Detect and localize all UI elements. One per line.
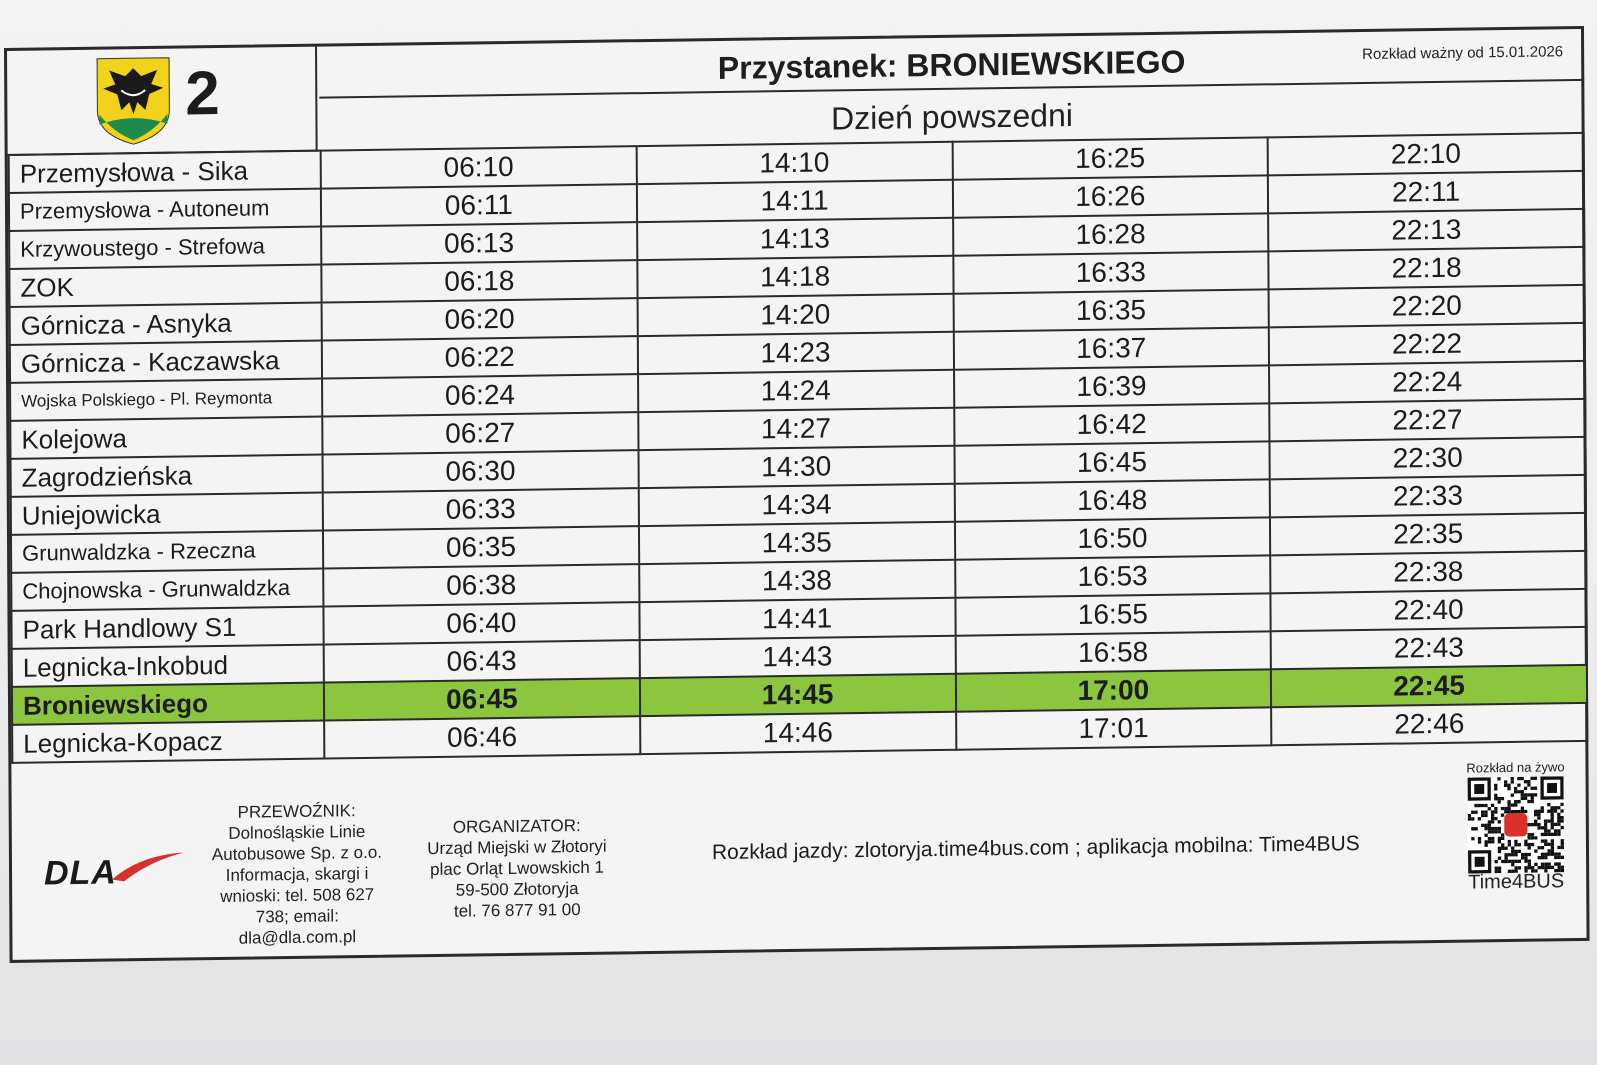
departure-time: 22:22 xyxy=(1269,323,1585,365)
departure-time: 16:26 xyxy=(952,175,1268,217)
stop-name: Przemysłowa - Sika xyxy=(9,151,321,193)
departure-time: 06:40 xyxy=(323,602,639,644)
carrier-line: wnioski: tel. 508 627 xyxy=(220,884,375,906)
departure-time: 16:45 xyxy=(954,441,1270,483)
stop-name: Zagrodzieńska xyxy=(11,455,323,497)
stop-name: Broniewskiego xyxy=(12,683,324,725)
departure-time: 06:18 xyxy=(321,260,637,302)
stop-name: Chojnowska - Grunwaldzka xyxy=(11,569,323,611)
departure-time: 14:41 xyxy=(639,598,955,640)
departure-time: 06:11 xyxy=(321,184,637,226)
departure-time: 06:33 xyxy=(323,488,639,530)
departure-time: 22:45 xyxy=(1271,665,1587,707)
carrier-line: 738; email: xyxy=(255,906,339,927)
stop-name: Park Handlowy S1 xyxy=(11,607,323,649)
stop-name: Krzywoustego - Strefowa xyxy=(9,227,321,269)
departure-time: 14:46 xyxy=(640,712,956,754)
departure-time: 22:18 xyxy=(1269,247,1585,289)
departure-time: 22:33 xyxy=(1270,475,1586,517)
departure-time: 22:13 xyxy=(1268,209,1584,251)
departure-time: 14:11 xyxy=(637,180,953,222)
departure-time: 16:55 xyxy=(955,593,1271,635)
timetable-grid xyxy=(8,132,1589,764)
departure-time: 22:20 xyxy=(1269,285,1585,327)
departure-time: 06:38 xyxy=(323,564,639,606)
carrier-info xyxy=(202,800,393,950)
organizer-info xyxy=(412,814,623,922)
departure-time: 14:30 xyxy=(638,446,954,488)
departure-time: 14:13 xyxy=(637,218,953,260)
departure-time: 14:38 xyxy=(639,560,955,602)
stop-name: Grunwaldzka - Rzeczna xyxy=(11,531,323,573)
departure-time: 22:35 xyxy=(1270,513,1586,555)
organizer-line: plac Orląt Lwowskich 1 xyxy=(430,857,605,880)
departure-time: 22:30 xyxy=(1270,437,1586,479)
qr-caption: Rozkład na żywo xyxy=(1466,759,1565,776)
departure-time: 22:38 xyxy=(1270,551,1586,593)
departure-time: 14:45 xyxy=(640,674,956,716)
carrier-line: Autobusowe Sp. z o.o. xyxy=(211,842,383,865)
departure-time: 22:24 xyxy=(1269,361,1585,403)
departure-time: 16:48 xyxy=(954,479,1270,521)
departure-time: 22:27 xyxy=(1270,399,1586,441)
departure-time: 22:43 xyxy=(1271,627,1587,669)
stop-name: Kolejowa xyxy=(10,417,322,459)
departure-time: 16:35 xyxy=(953,289,1269,331)
departure-time: 06:46 xyxy=(324,716,640,758)
departure-time: 06:20 xyxy=(322,298,638,340)
organizer-line: tel. 76 877 91 00 xyxy=(453,899,581,921)
stop-name: Uniejowicka xyxy=(11,493,323,535)
departure-time: 22:10 xyxy=(1268,133,1584,175)
dla-swoosh-icon xyxy=(110,848,186,883)
departure-time: 14:43 xyxy=(639,636,955,678)
departure-time: 14:34 xyxy=(638,484,954,526)
qr-block xyxy=(1460,759,1571,895)
departure-time: 06:27 xyxy=(322,412,638,454)
timetable-board xyxy=(4,26,1590,963)
departure-time: 16:42 xyxy=(954,403,1270,445)
stop-name: Legnicka-Inkobud xyxy=(12,645,324,687)
footer xyxy=(12,759,1590,959)
organizer-line: 59-500 Złotoryja xyxy=(455,878,579,900)
departure-time: 14:18 xyxy=(637,256,953,298)
stop-name: Wojska Polskiego - Pl. Reymonta xyxy=(10,379,322,421)
departure-time: 16:37 xyxy=(953,327,1269,369)
departure-time: 06:10 xyxy=(321,146,637,188)
qr-code-icon xyxy=(1468,776,1565,873)
departure-time: 17:00 xyxy=(955,669,1271,711)
stop-name: Górnicza - Asnyka xyxy=(10,303,322,345)
departure-time: 22:46 xyxy=(1271,703,1587,745)
organizer-line: Urząd Miejski w Złotoryi xyxy=(427,836,607,859)
day-type: Dzień powszedni xyxy=(830,97,1074,137)
departure-time: 16:53 xyxy=(955,555,1271,597)
departure-time: 16:28 xyxy=(953,213,1269,255)
departure-time: 22:40 xyxy=(1271,589,1587,631)
stop-name: Górnicza - Kaczawska xyxy=(10,341,322,383)
dla-logo: DLA xyxy=(43,853,118,893)
carrier-label: PRZEWOŹNIK: xyxy=(237,801,356,822)
line-number: 2 xyxy=(185,58,220,129)
departure-time: 14:10 xyxy=(636,142,952,184)
stop-name: Legnicka-Kopacz xyxy=(12,721,324,763)
departure-time: 06:43 xyxy=(324,640,640,682)
coat-of-arms-icon xyxy=(93,54,174,147)
departure-time: 06:30 xyxy=(323,450,639,492)
departure-time: 06:22 xyxy=(322,336,638,378)
departure-time: 06:35 xyxy=(323,526,639,568)
schedule-info: Rozkład jazdy: zlotoryja.time4bus.com ; aplikacja mobilna: Time4BUS xyxy=(711,832,1360,865)
qr-brand: Time4BUS xyxy=(1468,870,1565,894)
departure-time: 06:13 xyxy=(321,222,637,264)
departure-time: 16:33 xyxy=(953,251,1269,293)
carrier-line: Dolnośląskie Linie xyxy=(228,821,366,843)
departure-time: 06:24 xyxy=(322,374,638,416)
stop-name: Przemysłowa - Autoneum xyxy=(9,189,321,231)
departure-time: 14:27 xyxy=(638,408,954,450)
carrier-line: Informacja, skargi i xyxy=(225,863,369,885)
carrier-line: dla@dla.com.pl xyxy=(238,927,357,948)
departure-time: 16:39 xyxy=(954,365,1270,407)
line-header xyxy=(7,47,318,156)
departure-time: 22:11 xyxy=(1268,171,1584,213)
departure-time: 06:45 xyxy=(324,678,640,720)
departure-time: 16:50 xyxy=(954,517,1270,559)
departure-time: 16:58 xyxy=(955,631,1271,673)
departure-time: 14:24 xyxy=(638,370,954,412)
organizer-label: ORGANIZATOR: xyxy=(452,815,581,837)
departure-time: 17:01 xyxy=(956,707,1272,749)
stop-name: ZOK xyxy=(9,265,321,307)
stop-title: Przystanek: BRONIEWSKIEGO xyxy=(319,29,1584,99)
departure-time: 14:35 xyxy=(639,522,955,564)
valid-from: Rozkład ważny od 15.01.2026 xyxy=(1362,43,1564,64)
departure-time: 16:25 xyxy=(952,137,1268,179)
departure-time: 14:20 xyxy=(637,294,953,336)
departure-time: 14:23 xyxy=(638,332,954,374)
timetable-sheet xyxy=(4,26,1592,963)
